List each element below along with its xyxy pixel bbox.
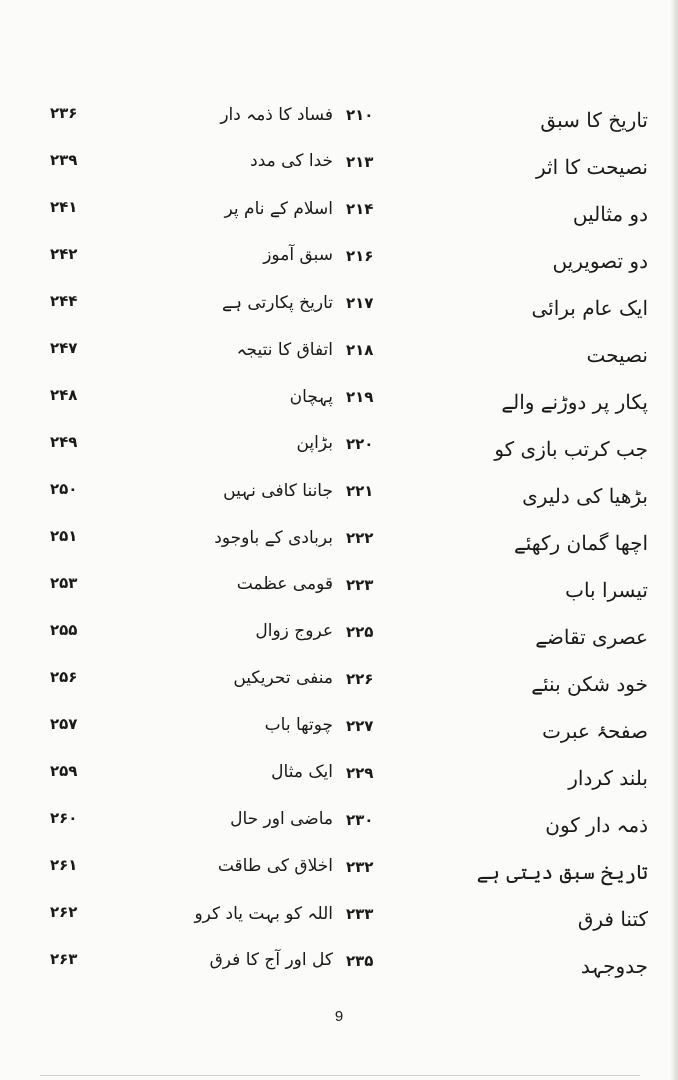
toc-entry-title-mid: ماضی اور حال xyxy=(230,809,333,829)
toc-row xyxy=(0,525,678,572)
toc-entry-page-mid: ۲۳۰ xyxy=(346,811,374,829)
toc-entry-title-mid: چوتھا باب xyxy=(264,715,333,735)
toc-entry-title-mid: اخلاق کی طاقت xyxy=(217,856,333,876)
toc-entry-page-left: ۲۴۹ xyxy=(50,433,78,451)
table-of-contents xyxy=(0,102,678,995)
toc-entry-title-mid: اتفاق کا نتیجہ xyxy=(236,340,333,360)
toc-entry-page-left: ۲۴۲ xyxy=(50,245,78,263)
toc-entry-page-mid: ۲۳۲ xyxy=(346,858,374,876)
toc-entry-page-left: ۲۶۳ xyxy=(50,950,78,968)
toc-row xyxy=(0,290,678,337)
toc-entry-title-mid: فساد کا ذمہ دار xyxy=(220,105,333,125)
toc-entry-title-right: جدوجہد xyxy=(580,954,648,978)
toc-row xyxy=(0,431,678,478)
toc-entry-title-right: صفحۂ عبرت xyxy=(542,719,648,743)
toc-entry-page-mid: ۲۲۹ xyxy=(346,764,374,782)
toc-row xyxy=(0,760,678,807)
toc-entry-page-mid: ۲۲۳ xyxy=(346,576,374,594)
toc-entry-page-mid: ۲۱۸ xyxy=(346,341,374,359)
toc-entry-page-mid: ۲۲۷ xyxy=(346,717,374,735)
toc-entry-page-left: ۲۶۱ xyxy=(50,856,78,874)
toc-entry-title-right: تیسرا باب xyxy=(565,578,648,602)
toc-row xyxy=(0,619,678,666)
toc-entry-title-right: نصیحت xyxy=(586,343,648,367)
toc-entry-page-mid: ۲۲۶ xyxy=(346,670,374,688)
toc-row xyxy=(0,854,678,901)
toc-entry-title-right: نصیحت کا اثر xyxy=(536,155,648,179)
toc-entry-title-mid: اللہ کو بہت یاد کرو xyxy=(194,904,333,924)
toc-row xyxy=(0,384,678,431)
toc-entry-page-left: ۲۳۹ xyxy=(50,151,78,169)
toc-entry-title-mid: کل اور آج کا فرق xyxy=(209,950,333,970)
toc-entry-page-mid: ۲۲۰ xyxy=(346,435,374,453)
toc-row xyxy=(0,243,678,290)
toc-entry-title-mid: عروج زوال xyxy=(255,621,333,641)
toc-entry-page-left: ۲۴۷ xyxy=(50,339,78,357)
toc-row xyxy=(0,572,678,619)
toc-entry-title-mid: تاریخ پکارتی ہے xyxy=(222,293,333,313)
toc-entry-page-mid: ۲۲۵ xyxy=(346,623,374,641)
toc-entry-title-right: دو مثالیں xyxy=(572,202,648,226)
toc-entry-page-left: ۲۵۹ xyxy=(50,762,78,780)
toc-entry-page-left: ۲۳۶ xyxy=(50,104,78,122)
toc-entry-title-right: دو تصویریں xyxy=(552,249,648,273)
toc-entry-page-left: ۲۵۰ xyxy=(50,480,78,498)
toc-entry-title-right: جب کرتب بازی کو xyxy=(494,437,648,461)
toc-entry-title-mid: منفی تحریکیں xyxy=(233,668,333,688)
toc-row xyxy=(0,149,678,196)
toc-entry-page-left: ۲۴۸ xyxy=(50,386,78,404)
toc-entry-page-mid: ۲۱۴ xyxy=(346,200,374,218)
toc-entry-page-left: ۲۶۰ xyxy=(50,809,78,827)
toc-row xyxy=(0,948,678,995)
toc-entry-title-mid: بربادی کے باوجود xyxy=(214,528,333,548)
toc-entry-title-mid: پہچان xyxy=(289,387,333,407)
toc-row xyxy=(0,196,678,243)
page-number: 9 xyxy=(334,1008,344,1025)
toc-entry-page-mid: ۲۱۳ xyxy=(346,153,374,171)
toc-entry-page-left: ۲۵۱ xyxy=(50,527,78,545)
toc-entry-page-left: ۲۴۴ xyxy=(50,292,78,310)
toc-row xyxy=(0,102,678,149)
toc-entry-page-left: ۲۶۲ xyxy=(50,903,78,921)
toc-entry-title-mid: بڑاپن xyxy=(296,433,333,453)
toc-entry-page-mid: ۲۱۷ xyxy=(346,294,374,312)
toc-entry-title-mid: اسلام کے نام پر xyxy=(224,199,333,219)
toc-entry-title-right: ذمہ دار کون xyxy=(545,813,648,837)
toc-entry-page-mid: ۲۱۹ xyxy=(346,388,374,406)
toc-entry-title-mid: جاننا کافی نہیں xyxy=(223,481,333,501)
toc-entry-title-mid: قومی عظمت xyxy=(236,574,333,594)
toc-entry-title-right: کتنا فرق xyxy=(577,907,648,931)
toc-entry-title-right: پکار پر دوڑنے والے xyxy=(501,390,648,414)
toc-entry-title-right: بڑھیا کی دلیری xyxy=(522,484,648,508)
toc-entry-title-right: تاریخ کا سبق xyxy=(540,108,648,132)
toc-entry-title-right: بلند کردار xyxy=(568,766,648,790)
toc-entry-page-left: ۲۵۵ xyxy=(50,621,78,639)
toc-entry-page-mid: ۲۲۲ xyxy=(346,529,374,547)
toc-entry-title-right: تاریخ سبق دیتی ہے xyxy=(476,860,648,884)
toc-entry-title-right: اچھا گمان رکھئے xyxy=(514,531,648,555)
toc-entry-page-mid: ۲۲۱ xyxy=(346,482,374,500)
toc-row xyxy=(0,666,678,713)
toc-entry-title-right: خود شکن بنئے xyxy=(531,672,648,696)
toc-entry-page-left: ۲۴۱ xyxy=(50,198,78,216)
toc-row xyxy=(0,478,678,525)
toc-row xyxy=(0,337,678,384)
page-bottom-rule xyxy=(40,1075,640,1076)
toc-entry-page-mid: ۲۳۳ xyxy=(346,905,374,923)
toc-entry-page-mid: ۲۳۵ xyxy=(346,952,374,970)
toc-entry-page-left: ۲۵۷ xyxy=(50,715,78,733)
toc-entry-title-right: عصری تقاضے xyxy=(535,625,648,649)
toc-row xyxy=(0,901,678,948)
toc-entry-page-mid: ۲۱۶ xyxy=(346,247,374,265)
toc-entry-page-left: ۲۵۳ xyxy=(50,574,78,592)
toc-entry-title-mid: ایک مثال xyxy=(271,762,333,782)
toc-entry-title-mid: خدا کی مدد xyxy=(250,151,333,171)
toc-entry-page-left: ۲۵۶ xyxy=(50,668,78,686)
toc-entry-title-right: ایک عام برائی xyxy=(531,296,648,320)
toc-row xyxy=(0,807,678,854)
toc-entry-page-mid: ۲۱۰ xyxy=(346,106,374,124)
toc-row xyxy=(0,713,678,760)
toc-entry-title-mid: سبق آموز xyxy=(263,245,333,265)
